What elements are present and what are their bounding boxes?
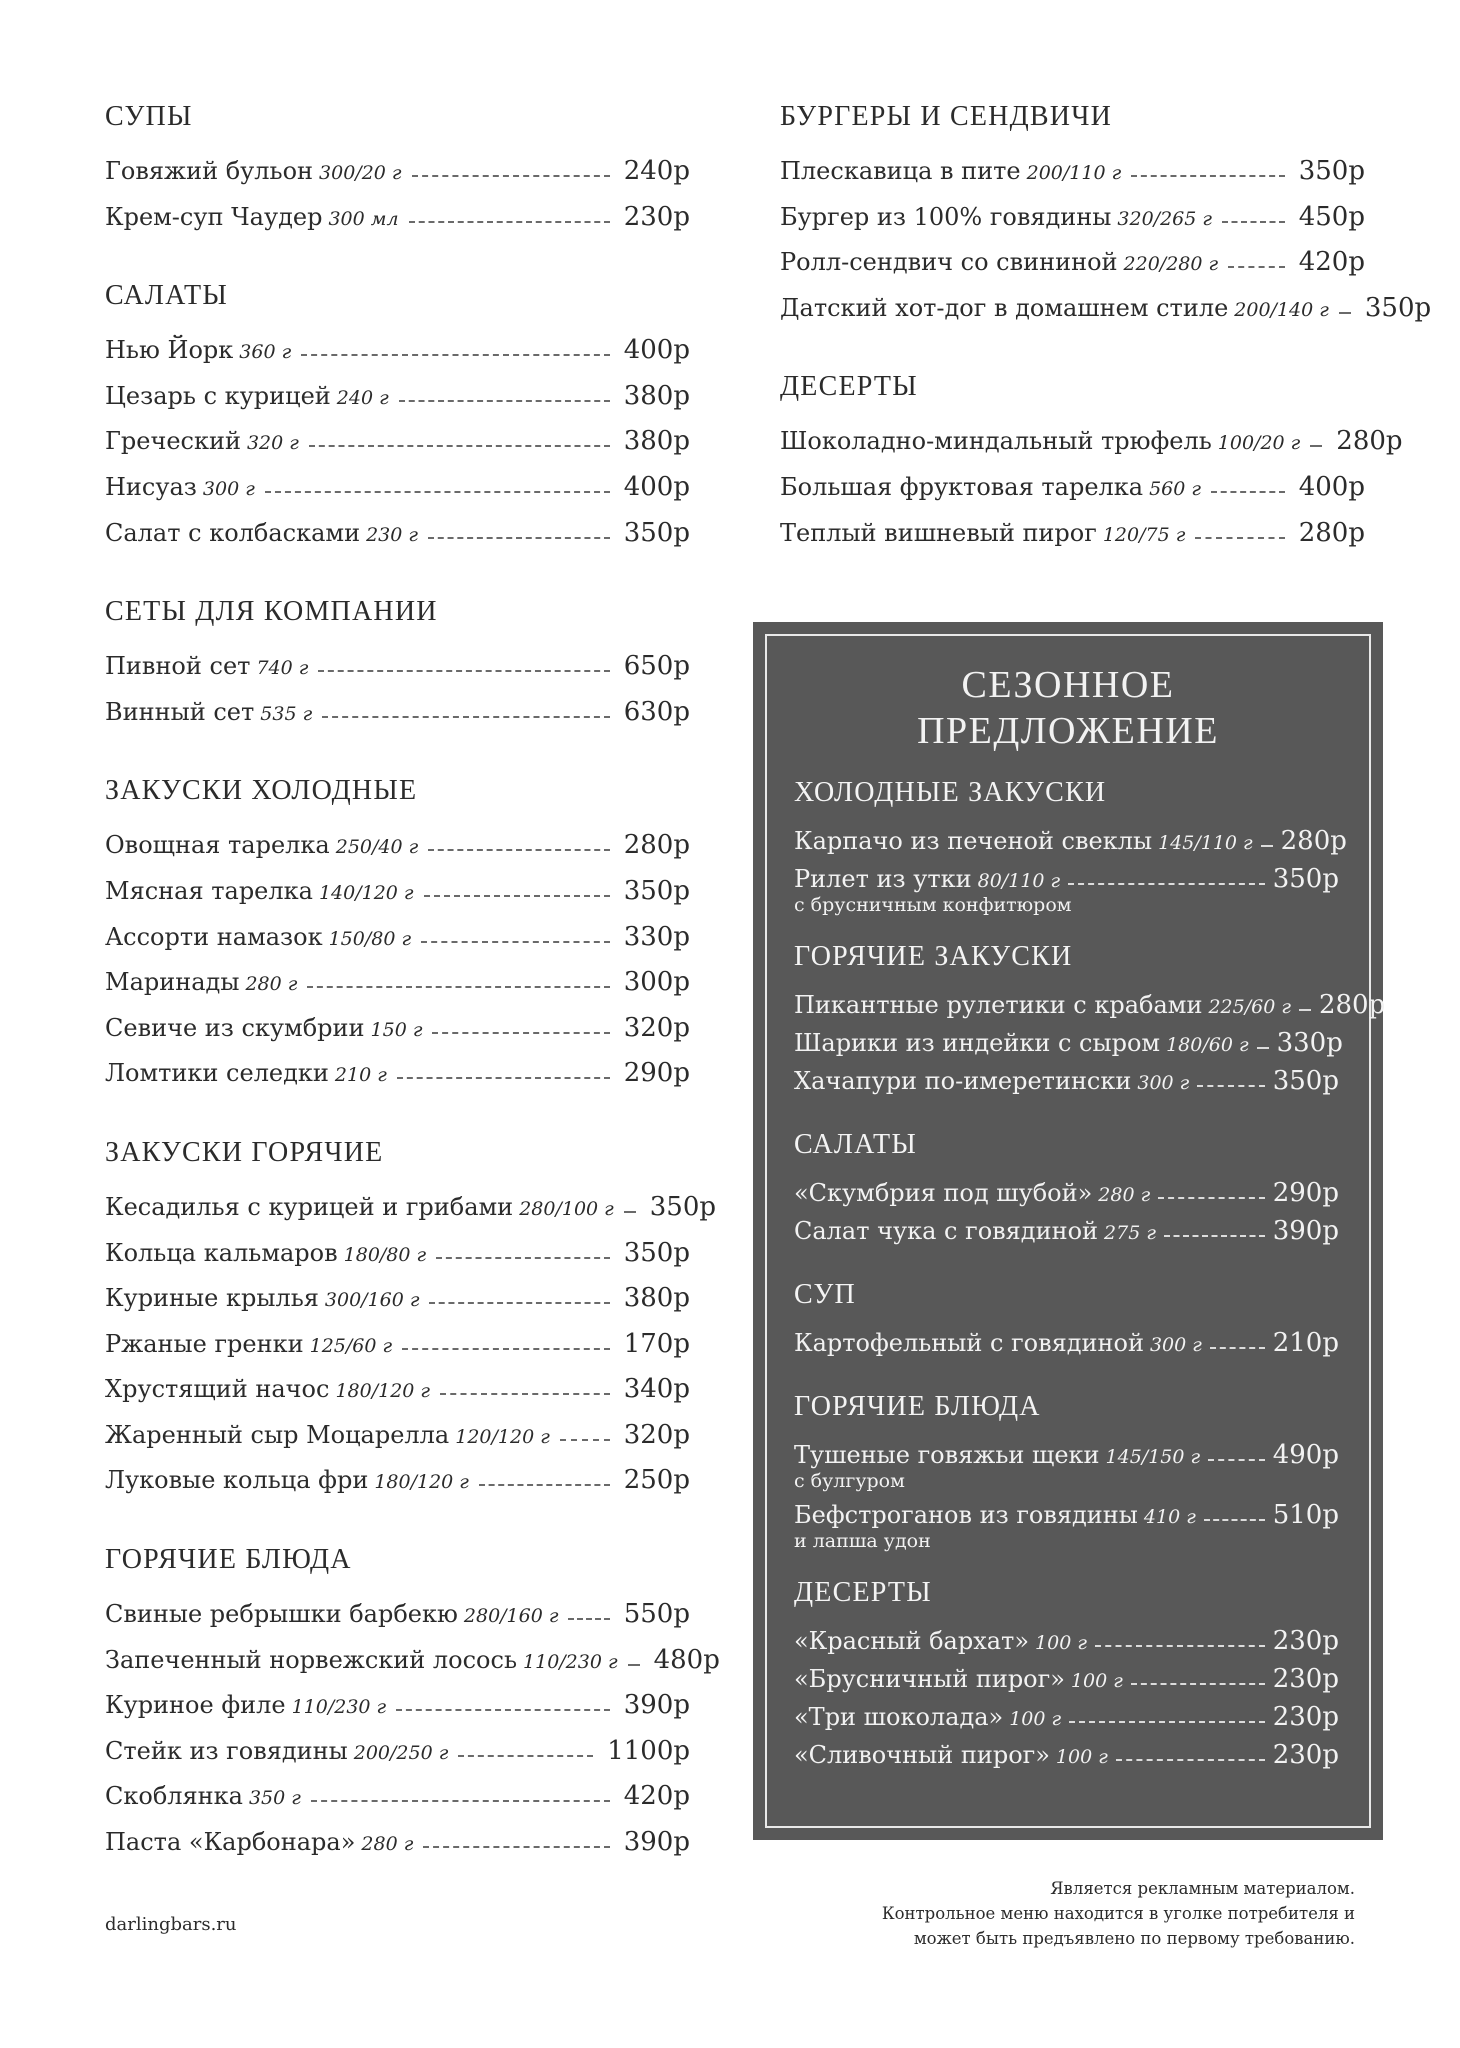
dish-price: 380р — [623, 426, 690, 457]
dish-weight: 100 г — [1035, 1632, 1087, 1654]
dish-name: Куриные крылья — [105, 1284, 319, 1313]
section-title: ЗАКУСКИ ГОРЯЧИЕ — [105, 1136, 384, 1168]
dish-price: 480р — [653, 1644, 720, 1675]
dish-name: «Сливочный пирог» — [794, 1741, 1050, 1769]
dish-name: Кольца кальмаров — [105, 1238, 338, 1267]
dish-price: 420р — [623, 1781, 690, 1812]
menu-item — [794, 1066, 1339, 1104]
dish-name: «Красный бархат» — [794, 1627, 1030, 1655]
dotted-leader — [1068, 883, 1265, 885]
dotted-leader — [428, 849, 609, 851]
menu-item — [105, 1465, 690, 1511]
dish-weight: 145/150 г — [1105, 1446, 1201, 1468]
dish-name: Датский хот-дог в домашнем стиле — [780, 293, 1229, 322]
section-title: ДЕСЕРТЫ — [780, 371, 918, 403]
dish-weight: 240 г — [336, 386, 389, 409]
dotted-leader — [409, 221, 610, 223]
dish-weight: 280/160 г — [463, 1605, 559, 1628]
menu-item — [794, 1702, 1339, 1740]
dish-weight: 180/120 г — [374, 1471, 469, 1494]
dish-weight: 180/60 г — [1166, 1034, 1249, 1056]
menu-item — [105, 1058, 690, 1104]
dish-price: 320р — [623, 1012, 690, 1043]
dish-price: 350р — [623, 875, 690, 906]
dish-price: 280р — [1280, 826, 1347, 856]
dish-price: 350р — [1272, 1066, 1339, 1096]
dish-name: Ржаные гренки — [105, 1329, 304, 1358]
section-title: ГОРЯЧИЕ БЛЮДА — [794, 1391, 1041, 1422]
dotted-leader — [1211, 491, 1285, 493]
dish-name: Скоблянка — [105, 1782, 243, 1811]
dish-price: 490р — [1272, 1440, 1339, 1470]
menu-item — [105, 967, 690, 1013]
dotted-leader — [1208, 1459, 1265, 1461]
dish-price: 240р — [623, 156, 690, 186]
menu-section — [794, 776, 1347, 916]
menu-item — [105, 1690, 690, 1736]
seasonal-offer-title — [767, 662, 1369, 754]
dotted-leader — [1158, 1197, 1265, 1199]
dish-name: Нью Йорк — [105, 336, 234, 365]
dotted-leader — [1222, 221, 1285, 223]
dish-weight: 180/120 г — [335, 1380, 431, 1403]
dish-name: Маринады — [105, 968, 240, 997]
dish-name: Ролл-сендвич со свининой — [780, 248, 1118, 277]
dish-name: Кесадилья с курицей и грибами — [105, 1192, 514, 1221]
dish-weight: 280 г — [245, 973, 298, 996]
dish-price: 230р — [1272, 1740, 1339, 1770]
dish-note: с булгуром — [794, 1470, 905, 1492]
dish-price: 420р — [1298, 247, 1365, 278]
dish-name: Салат с колбасками — [105, 518, 361, 547]
dotted-leader — [428, 537, 610, 539]
seasonal-offer-box — [753, 622, 1386, 1840]
menu-item — [794, 1328, 1339, 1366]
dish-price: 350р — [1364, 292, 1432, 323]
dotted-leader — [309, 445, 610, 447]
menu-item — [105, 156, 690, 202]
dish-price: 650р — [623, 651, 690, 682]
dish-weight: 225/60 г — [1208, 996, 1291, 1018]
dotted-leader — [311, 1800, 610, 1802]
dish-name: Картофельный с говядиной — [794, 1329, 1144, 1357]
dish-name: «Брусничный пирог» — [794, 1665, 1065, 1693]
menu-item — [105, 381, 690, 427]
dotted-leader — [458, 1755, 593, 1757]
dish-weight: 80/110 г — [977, 870, 1061, 892]
section-title: ДЕСЕРТЫ — [794, 1577, 932, 1608]
disclaimer-line: может быть предъявлено по первому требованию. — [913, 1929, 1355, 1948]
disclaimer-line: Контрольное меню находится в уголке потребителя и — [881, 1904, 1355, 1923]
dish-name: Бефстроганов из говядины — [794, 1501, 1138, 1529]
dish-price: 630р — [623, 696, 690, 727]
section-title: ХОЛОДНЫЕ ЗАКУСКИ — [794, 777, 1107, 808]
menu-section — [105, 595, 690, 742]
dotted-leader — [1069, 1721, 1265, 1723]
menu-item — [794, 1028, 1343, 1066]
dish-weight: 110/230 г — [523, 1650, 618, 1673]
menu-item — [105, 1827, 690, 1873]
dish-weight: 200/110 г — [1026, 162, 1122, 184]
dish-price: 320р — [623, 1419, 690, 1450]
dish-price: 450р — [1298, 201, 1365, 232]
dish-price: 230р — [1272, 1702, 1339, 1732]
dish-name: Паста «Карбонара» — [105, 1828, 356, 1857]
menu-item — [780, 202, 1365, 248]
dish-weight: 100 г — [1009, 1708, 1062, 1730]
dotted-leader — [1257, 1047, 1269, 1049]
dish-price: 330р — [623, 921, 690, 952]
dish-weight: 300/20 г — [319, 162, 402, 184]
dish-name: Рилет из утки — [794, 865, 972, 893]
menu-section — [105, 1543, 720, 1873]
menu-item — [105, 1599, 690, 1645]
dotted-leader — [1228, 266, 1285, 268]
left-menu-column — [105, 100, 720, 1905]
menu-item — [794, 1740, 1339, 1778]
dish-price: 300р — [623, 967, 690, 998]
dish-weight: 210 г — [334, 1064, 387, 1087]
menu-section — [794, 1390, 1339, 1552]
dish-weight: 100 г — [1055, 1746, 1108, 1768]
dotted-leader — [440, 1393, 610, 1395]
dish-price: 280р — [1336, 426, 1403, 457]
dish-weight: 150/80 г — [328, 927, 412, 950]
dish-price: 290р — [623, 1058, 690, 1089]
dish-name: Плескавица в пите — [780, 157, 1021, 185]
dotted-leader — [568, 1618, 609, 1620]
section-title: ГОРЯЧИЕ БЛЮДА — [105, 1544, 352, 1576]
dotted-leader — [1095, 1645, 1265, 1647]
dish-weight: 740 г — [256, 657, 309, 680]
dotted-leader — [628, 1664, 640, 1666]
menu-item — [780, 426, 1403, 472]
menu-item — [105, 651, 690, 697]
dish-price: 1100р — [607, 1735, 690, 1766]
menu-item — [105, 1781, 690, 1827]
dotted-leader — [402, 1348, 610, 1350]
dish-name: Греческий — [105, 427, 241, 456]
dish-name: Говяжий бульон — [105, 157, 314, 185]
dish-name: Шоколадно-миндальный трюфель — [780, 427, 1212, 456]
seasonal-offer-content — [794, 776, 1386, 1802]
menu-item — [105, 1013, 690, 1059]
dotted-leader — [307, 986, 609, 988]
dotted-leader — [1299, 1009, 1311, 1011]
dish-name: Куриное филе — [105, 1691, 286, 1720]
menu-item — [105, 1374, 690, 1420]
dish-name: Винный сет — [105, 697, 255, 726]
dish-weight: 320 г — [246, 432, 299, 455]
dish-weight: 535 г — [260, 702, 313, 725]
dish-name: Теплый вишневый пирог — [780, 518, 1097, 547]
dish-note: и лапша удон — [794, 1530, 931, 1552]
dotted-leader — [265, 491, 610, 493]
menu-section — [794, 940, 1386, 1104]
dish-weight: 300 мл — [328, 207, 399, 230]
section-title: ГОРЯЧИЕ ЗАКУСКИ — [794, 941, 1073, 972]
dish-price: 350р — [623, 517, 690, 548]
dish-name: Шарики из индейки с сыром — [794, 1029, 1161, 1057]
dish-price: 280р — [1318, 990, 1386, 1020]
dish-weight: 125/60 г — [309, 1334, 393, 1357]
dish-name: Мясная тарелка — [105, 876, 313, 905]
section-title: СУПЫ — [105, 101, 193, 132]
dotted-leader — [1164, 1235, 1265, 1237]
dish-weight: 200/140 г — [1234, 298, 1329, 321]
dish-name: Свиные ребрышки барбекю — [105, 1600, 458, 1629]
dish-price: 380р — [623, 380, 690, 411]
menu-item — [780, 518, 1365, 564]
dish-price: 350р — [1298, 156, 1365, 186]
dish-name: Бургер из 100% говядины — [780, 202, 1112, 231]
dish-name: Крем-суп Чаудер — [105, 202, 323, 231]
dish-name: Севиче из скумбрии — [105, 1013, 365, 1042]
dotted-leader — [1197, 1085, 1264, 1087]
dish-name: Запеченный норвежский лосось — [105, 1645, 518, 1674]
menu-item — [105, 1420, 690, 1466]
dotted-leader — [396, 1709, 610, 1711]
dish-name: Овощная тарелка — [105, 831, 330, 860]
dish-price: 350р — [1272, 864, 1339, 894]
menu-item — [780, 156, 1365, 202]
menu-item — [105, 830, 690, 876]
dotted-leader — [429, 1302, 609, 1304]
dish-price: 280р — [623, 830, 690, 861]
dotted-leader — [412, 175, 610, 177]
dish-name: Тушеные говяжьи щеки — [794, 1441, 1100, 1469]
dish-weight: 300 г — [1149, 1334, 1202, 1356]
dish-weight: 120/120 г — [455, 1425, 550, 1448]
dish-weight: 300/160 г — [324, 1289, 420, 1312]
menu-section — [794, 1128, 1339, 1254]
menu-item — [105, 426, 690, 472]
dish-weight: 110/230 г — [291, 1696, 387, 1719]
menu-item — [105, 202, 690, 248]
dish-price: 380р — [623, 1283, 690, 1314]
menu-item — [780, 247, 1365, 293]
dish-price: 390р — [623, 1827, 690, 1858]
menu-item — [105, 472, 690, 518]
dish-weight: 410 г — [1143, 1506, 1196, 1528]
dish-name: Нисуаз — [105, 472, 197, 501]
dish-price: 230р — [1272, 1626, 1339, 1656]
dish-price: 170р — [623, 1328, 690, 1359]
advertising-disclaimer — [795, 1876, 1355, 1951]
dish-weight: 275 г — [1104, 1222, 1156, 1244]
dotted-leader — [560, 1439, 610, 1441]
dotted-leader — [1195, 537, 1284, 539]
menu-item — [105, 876, 690, 922]
dish-name: Карпачо из печеной свеклы — [794, 827, 1153, 855]
dish-price: 250р — [623, 1465, 690, 1496]
menu-item — [105, 1283, 690, 1329]
dotted-leader — [624, 1211, 636, 1213]
dish-price: 280р — [1298, 517, 1365, 548]
dish-weight: 280/100 г — [519, 1197, 614, 1220]
website-link[interactable]: darlingbars.ru — [105, 1914, 237, 1935]
dotted-leader — [432, 1032, 609, 1034]
menu-item — [794, 990, 1386, 1028]
seasonal-title-line2: ПРЕДЛОЖЕНИЕ — [917, 710, 1219, 752]
menu-item — [794, 1178, 1339, 1216]
menu-item — [105, 518, 690, 564]
dotted-leader — [1210, 1347, 1265, 1349]
dish-name: «Три шоколада» — [794, 1703, 1004, 1731]
menu-item — [780, 472, 1365, 518]
seasonal-offer-frame — [765, 634, 1386, 1828]
dish-name: Жаренный сыр Моцарелла — [105, 1420, 450, 1449]
seasonal-title-line1: СЕЗОННОЕ — [961, 664, 1175, 706]
dish-name: Большая фруктовая тарелка — [780, 472, 1144, 501]
dish-price: 400р — [623, 471, 690, 502]
menu-item — [794, 1664, 1339, 1702]
disclaimer-line: Является рекламным материалом. — [1050, 1879, 1355, 1898]
dish-weight: 280 г — [1098, 1184, 1151, 1206]
dotted-leader — [1261, 845, 1273, 847]
dish-weight: 300 г — [1137, 1072, 1190, 1094]
menu-section — [780, 370, 1403, 563]
dotted-leader — [397, 1077, 610, 1079]
dish-price: 550р — [623, 1599, 690, 1630]
menu-section — [794, 1278, 1339, 1366]
dotted-leader — [1131, 1683, 1265, 1685]
dish-price: 400р — [1298, 471, 1365, 502]
menu-item — [105, 1644, 720, 1691]
dish-price: 510р — [1272, 1500, 1339, 1530]
dish-weight: 350 г — [248, 1787, 301, 1810]
dish-price: 340р — [623, 1374, 690, 1405]
menu-item — [780, 292, 1432, 339]
dotted-leader — [322, 716, 610, 718]
dish-weight: 100/20 г — [1217, 432, 1301, 455]
dish-name: Цезарь с курицей — [105, 381, 331, 410]
menu-item — [105, 1191, 717, 1238]
dish-weight: 230 г — [366, 523, 418, 546]
section-title: САЛАТЫ — [794, 1129, 917, 1160]
dotted-leader — [399, 400, 610, 402]
dish-note: с брусничным конфитюром — [794, 894, 1072, 916]
menu-item — [105, 1238, 690, 1284]
dish-price: 350р — [623, 1237, 690, 1268]
dotted-leader — [1131, 175, 1285, 177]
dish-weight: 280 г — [361, 1833, 414, 1856]
dish-weight: 220/280 г — [1123, 253, 1219, 276]
dotted-leader — [1204, 1519, 1265, 1521]
menu-section — [105, 100, 690, 247]
dish-price: 400р — [623, 335, 690, 366]
dish-price: 230р — [1272, 1664, 1339, 1694]
section-title: СУП — [794, 1279, 856, 1310]
section-title: БУРГЕРЫ И СЕНДВИЧИ — [780, 101, 1113, 132]
dish-weight: 250/40 г — [335, 836, 419, 859]
dish-price: 350р — [649, 1191, 717, 1222]
dish-name: Ассорти намазок — [105, 922, 323, 951]
dish-weight: 320/265 г — [1117, 207, 1212, 230]
dish-price: 390р — [623, 1690, 690, 1721]
dish-name: Луковые кольца фри — [105, 1466, 369, 1495]
dish-price: 210р — [1272, 1328, 1339, 1358]
menu-section — [105, 279, 690, 563]
dotted-leader — [1310, 445, 1322, 447]
menu-section — [794, 1576, 1339, 1778]
dish-price: 230р — [623, 201, 690, 232]
dish-weight: 150 г — [370, 1018, 423, 1041]
menu-item — [105, 1329, 690, 1375]
dish-name: Ломтики селедки — [105, 1059, 329, 1088]
menu-item — [794, 826, 1347, 864]
dish-weight: 200/250 г — [353, 1741, 449, 1764]
dish-name: Пикантные рулетики с крабами — [794, 991, 1203, 1019]
dish-weight: 360 г — [239, 341, 292, 364]
menu-section — [105, 774, 690, 1104]
section-title: САЛАТЫ — [105, 280, 228, 312]
dotted-leader — [424, 895, 610, 897]
dotted-leader — [421, 941, 610, 943]
menu-item — [794, 1626, 1339, 1664]
right-menu-column — [780, 100, 1432, 595]
menu-item — [794, 1216, 1339, 1254]
dish-price: 390р — [1272, 1216, 1339, 1246]
dish-weight: 120/75 г — [1102, 523, 1186, 546]
dish-weight: 100 г — [1070, 1670, 1123, 1692]
dish-name: Хрустящий начос — [105, 1375, 330, 1404]
dish-weight: 300 г — [202, 477, 255, 500]
dish-weight: 145/110 г — [1158, 832, 1253, 854]
dotted-leader — [1339, 312, 1351, 314]
dotted-leader — [436, 1257, 610, 1259]
dish-name: «Скумбрия под шубой» — [794, 1179, 1093, 1207]
dotted-leader — [318, 670, 609, 672]
menu-section — [780, 100, 1432, 338]
dish-name: Хачапури по-имеретински — [794, 1067, 1132, 1095]
section-title: ЗАКУСКИ ХОЛОДНЫЕ — [105, 775, 418, 807]
dotted-leader — [423, 1846, 609, 1848]
dotted-leader — [301, 354, 610, 356]
dotted-leader — [1116, 1759, 1265, 1761]
menu-item — [105, 697, 690, 743]
dish-name: Стейк из говядины — [105, 1736, 348, 1765]
dish-weight: 560 г — [1149, 477, 1202, 500]
section-title: СЕТЫ ДЛЯ КОМПАНИИ — [105, 596, 438, 628]
dish-price: 330р — [1276, 1028, 1343, 1058]
dish-price: 290р — [1272, 1178, 1339, 1208]
dotted-leader — [479, 1484, 610, 1486]
menu-section — [105, 1136, 717, 1511]
dish-weight: 180/80 г — [343, 1243, 427, 1266]
menu-item — [105, 922, 690, 968]
menu-item — [105, 335, 690, 381]
menu-item — [105, 1736, 690, 1782]
dish-name: Пивной сет — [105, 652, 251, 681]
dish-name: Салат чука с говядиной — [794, 1217, 1099, 1245]
dish-weight: 140/120 г — [318, 881, 414, 904]
